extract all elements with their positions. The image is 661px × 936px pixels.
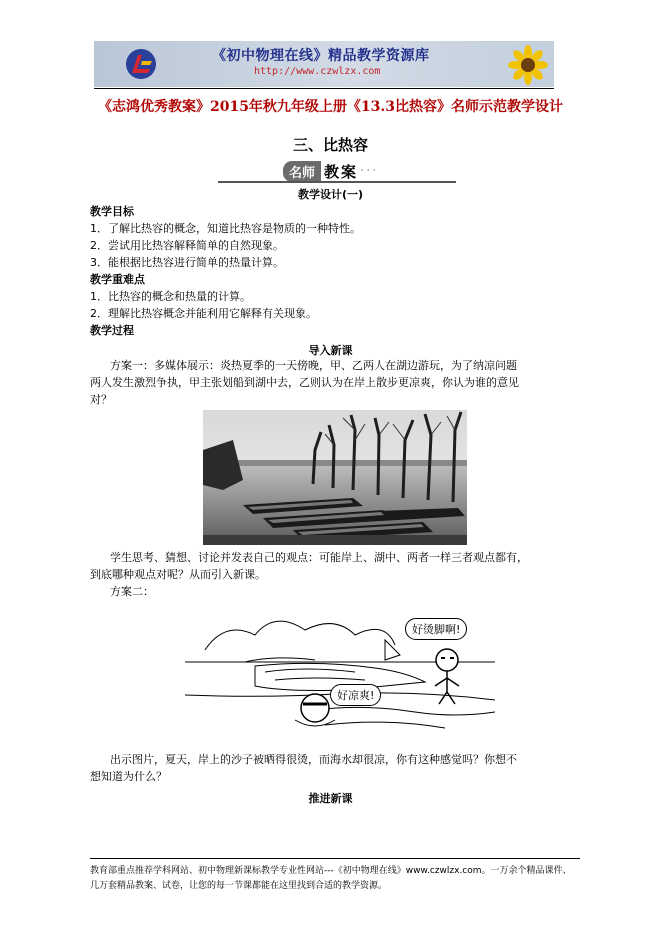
design-subheading: 教学设计(一) [297, 188, 364, 201]
key-point-item: 1．比热容的概念和热量的计算。 [90, 290, 251, 303]
plan2-label: 方案二： [110, 585, 154, 598]
teacher-plan-badge [283, 161, 378, 181]
badge-dots: ··· [360, 163, 379, 179]
cool-speech-bubble [330, 684, 381, 706]
question-line: 想知道为什么？ [90, 770, 167, 783]
plan1-line: 两人发生激烈争执，甲主张划船到湖中去，乙则认为在岸上散步更凉爽，你认为谁的意见 [90, 376, 519, 389]
plan1-line: 方案一：多媒体展示：炎热夏季的一天傍晚，甲、乙两人在湖边游玩，为了纳凉问题 [110, 359, 517, 372]
question-line: 出示图片，夏天，岸上的沙子被晒得很烫，而海水却很凉，你有这种感觉吗？你想不 [110, 753, 517, 766]
intro-heading: 导入新课 [308, 344, 353, 357]
document-title: 《志鸿优秀教案》2015年秋九年级上册《13.3比热容》名师示范教学设计 [97, 99, 564, 115]
process-heading: 教学过程 [90, 324, 134, 337]
key-points-heading: 教学重难点 [90, 273, 145, 286]
badge-right-label: 教案 [324, 162, 359, 181]
banner-url[interactable]: http://www.czwlzx.com [254, 66, 381, 77]
hot-bubble-text: 好烫脚啊! [412, 623, 461, 636]
lake-boats-photo [203, 410, 467, 545]
header-rule [94, 88, 554, 89]
discussion-line: 学生思考、猜想、讨论并发表自己的观点：可能岸上、湖中、两者一样三者观点都有， [110, 551, 528, 564]
hot-speech-bubble [405, 618, 467, 640]
goals-heading: 教学目标 [90, 205, 134, 218]
footer-line: 几万套精品教案、试卷，让您的每一节课都能在这里找到合适的教学资源。 [90, 881, 388, 891]
site-logo-icon [124, 47, 158, 81]
beach-cartoon [185, 600, 495, 740]
footer-line: 教育部重点推荐学科网站、初中物理新课标教学专业性网站---《初中物理在线》www.czwlzx.com。一万余个精品课件、 [90, 866, 572, 876]
badge-left-label: 名师 [283, 161, 321, 182]
section-title: 三、比热容 [292, 136, 368, 154]
footer [90, 864, 580, 894]
plan1-line: 对？ [90, 393, 112, 406]
advance-heading: 推进新课 [308, 792, 353, 805]
goal-item: 1．了解比热容的概念，知道比热容是物质的一种特性。 [90, 222, 361, 235]
header-banner [94, 41, 554, 87]
footer-rule [90, 858, 580, 859]
cool-bubble-text: 好凉爽! [337, 689, 375, 702]
goal-item: 3．能根据比热容进行简单的热量计算。 [90, 256, 284, 269]
badge-underline [218, 181, 456, 183]
banner-title: 《初中物理在线》精品教学资源库 [212, 48, 430, 64]
sunflower-icon [502, 44, 554, 86]
goal-item: 2．尝试用比热容解释简单的自然现象。 [90, 239, 284, 252]
key-point-item: 2．理解比热容概念并能利用它解释有关现象。 [90, 307, 317, 320]
discussion-line: 到底哪种观点对呢？从而引入新课。 [90, 568, 266, 581]
